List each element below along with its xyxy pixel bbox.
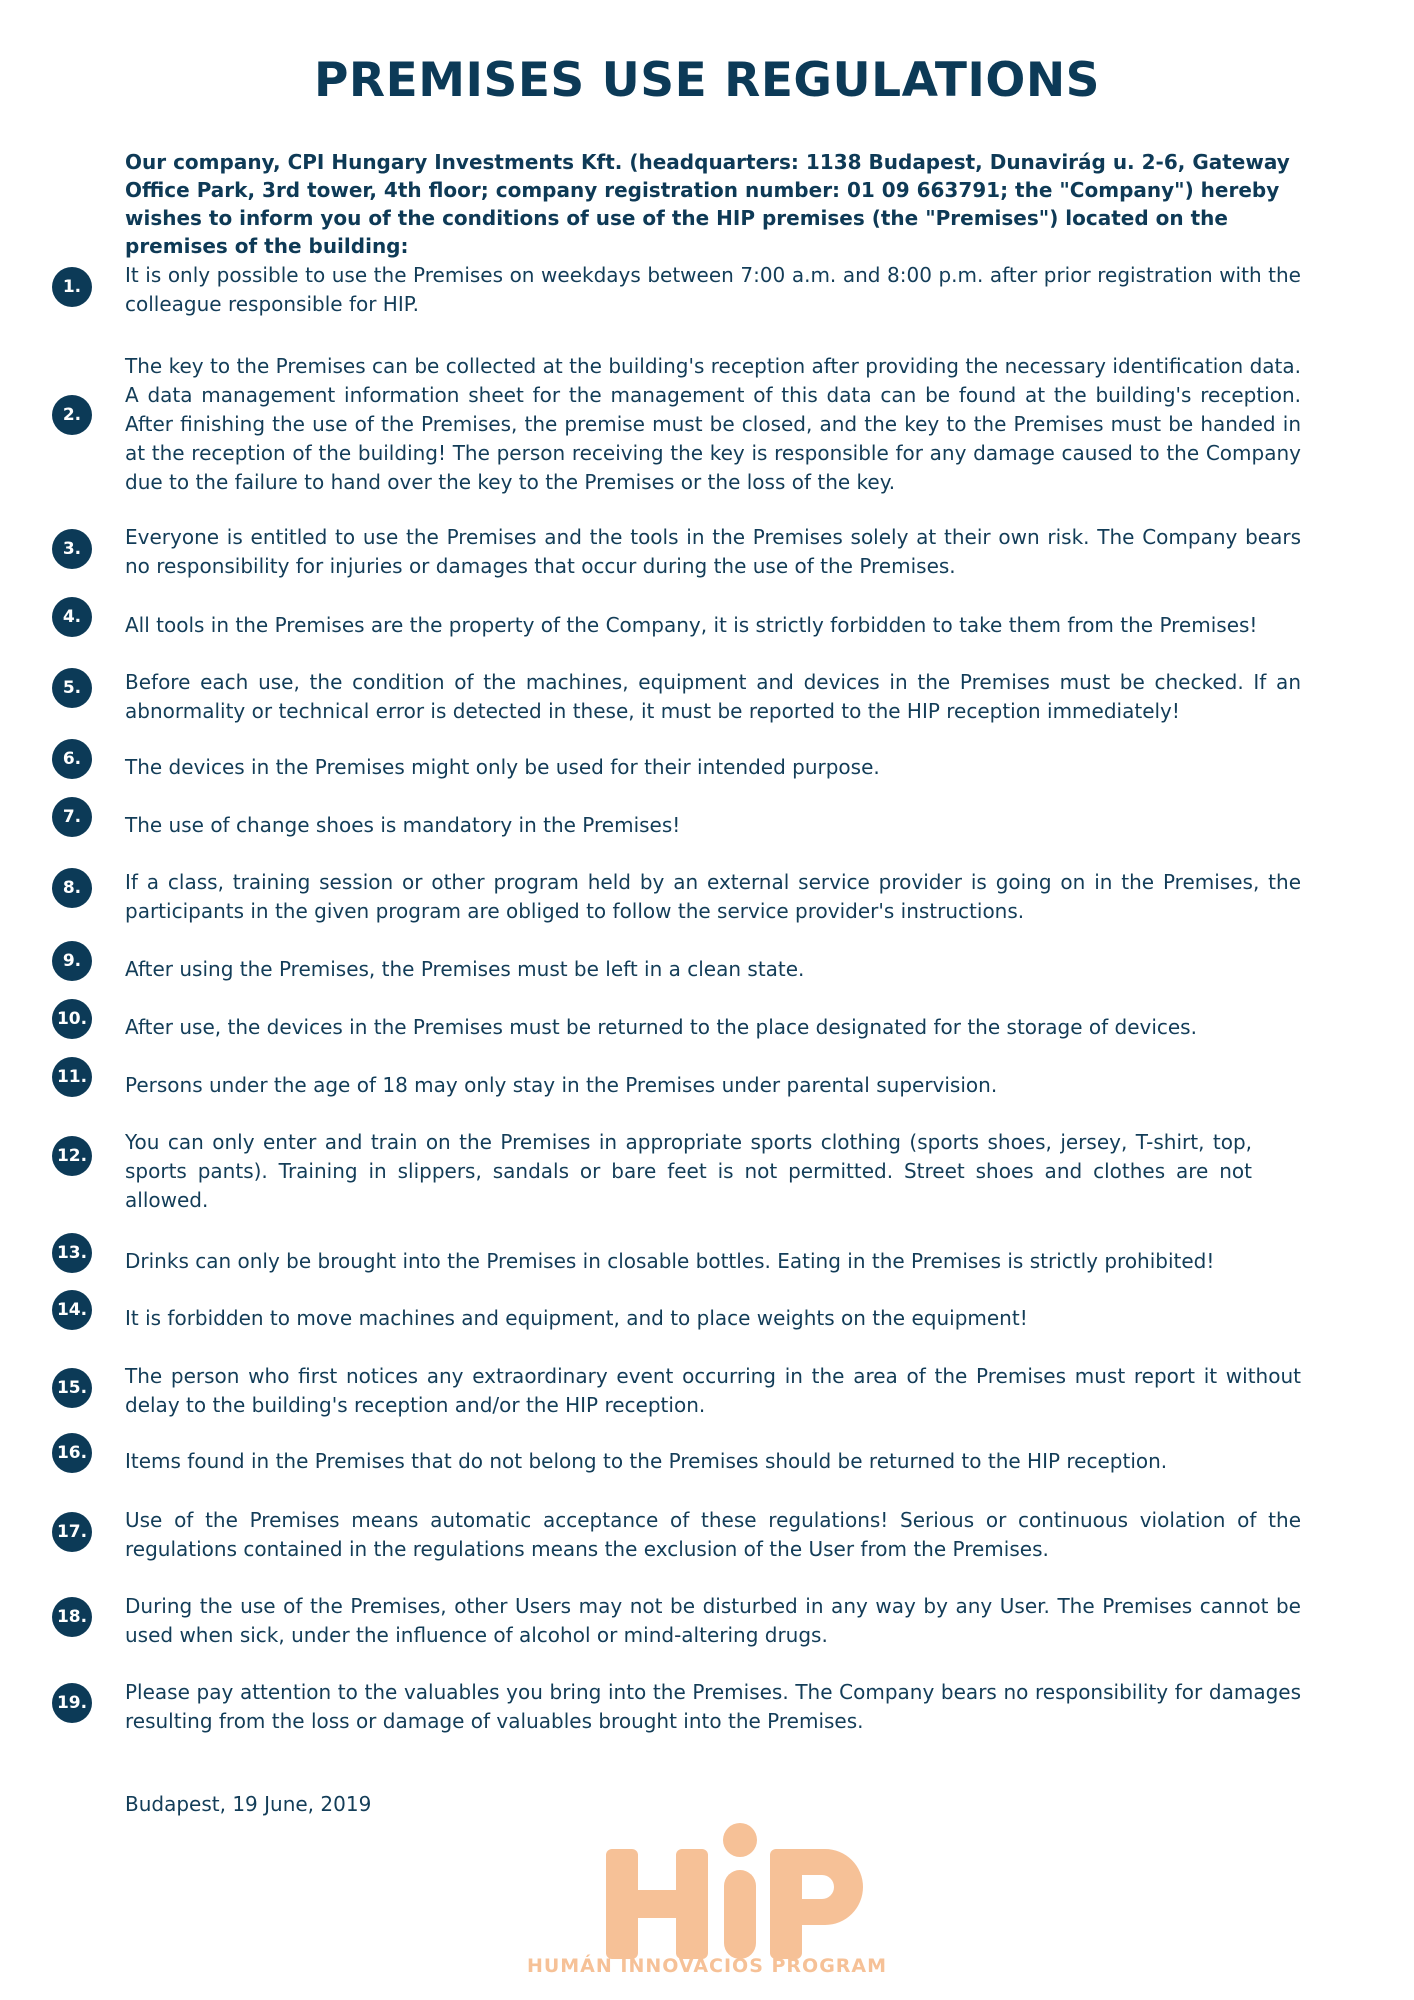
intro-paragraph: Our company, CPI Hungary Investments Kft. (headquarters: 1138 Budapest, Dunavirág u. 2-6, Gateway Office Park, 3rd tower, 4th floor; company registration number: 01 09 663791; the "Company") hereby wishes to inform you of the conditions of use of the HIP premises (the "Premises") located on the premises of the building: bbox=[125, 150, 1290, 258]
rule-number-badge: 9. bbox=[52, 941, 92, 981]
rule-number-badge: 10. bbox=[52, 999, 92, 1039]
rule-number-badge: 1. bbox=[52, 267, 92, 307]
page-title: PREMISES USE REGULATIONS bbox=[313, 53, 1101, 108]
rule-number-badge: 4. bbox=[52, 597, 92, 637]
rule-text: Everyone is entitled to use the Premises and the tools in the Premises solely at their own risk. The Company bears no responsibility for injuries or damages that occur during the use of the Premises. bbox=[125, 525, 1301, 578]
logo-tagline: HUMÁN INNOVÁCIÓS PROGRAM bbox=[526, 1955, 888, 1977]
rule-number-badge: 12. bbox=[52, 1136, 92, 1176]
rule-text: All tools in the Premises are the property of the Company, it is strictly forbidden to take them from the Premises! bbox=[125, 613, 1258, 637]
rule-text: The key to the Premises can be collected at the building's reception after providing the necessary identification data. A data management information sheet for the management of this data can be found at the building's reception. After finishing the use of the Premises, the premise must be closed, and the key to the Premises must be handed in at the reception of the building! The person receiving the key is responsible for any damage caused to the Company due to the failure to hand over the key to the Premises or the loss of the key. bbox=[125, 354, 1301, 494]
rule-text: Items found in the Premises that do not belong to the Premises should be returned to the HIP reception. bbox=[125, 1449, 1168, 1473]
rule-number-badge: 19. bbox=[52, 1683, 92, 1723]
rule-text: The devices in the Premises might only be used for their intended purpose. bbox=[125, 755, 880, 779]
rule-number-badge: 14. bbox=[52, 1290, 92, 1330]
rule-number-badge: 18. bbox=[52, 1597, 92, 1637]
rule-number-badge: 15. bbox=[52, 1368, 92, 1408]
rule-text: It is forbidden to move machines and equipment, and to place weights on the equipment! bbox=[125, 1306, 1028, 1330]
rule-text: You can only enter and train on the Premises in appropriate sports clothing (sports shoes, jersey, T-shirt, top, sports pants). Training in slippers, sandals or bare feet is not permitted. Street shoes and clothes are not allowed. bbox=[125, 1130, 1252, 1212]
rule-text: Persons under the age of 18 may only stay in the Premises under parental supervision. bbox=[125, 1073, 998, 1097]
rule-number-badge: 2. bbox=[52, 395, 92, 435]
rule-text: Use of the Premises means automatic acceptance of these regulations! Serious or continuous violation of the regulations contained in the regulations means the exclusion of the User from the Premises. bbox=[125, 1508, 1301, 1561]
rule-number-badge: 17. bbox=[52, 1512, 92, 1552]
rule-text: Before each use, the condition of the machines, equipment and devices in the Premises must be checked. If an abnormality or technical error is detected in these, it must be reported to the HIP reception immediately! bbox=[125, 670, 1301, 723]
rule-text: If a class, training session or other program held by an external service provider is going on in the Premises, the participants in the given program are obliged to follow the service provider's instructions. bbox=[125, 870, 1301, 923]
rule-number-badge: 6. bbox=[52, 739, 92, 779]
rule-text: After using the Premises, the Premises must be left in a clean state. bbox=[125, 957, 805, 981]
rule-number-badge: 8. bbox=[52, 868, 92, 908]
rule-text: Please pay attention to the valuables you bring into the Premises. The Company bears no responsibility for damages resulting from the loss or damage of valuables brought into the Premises. bbox=[125, 1680, 1301, 1733]
rule-text: After use, the devices in the Premises must be returned to the place designated for the storage of devices. bbox=[125, 1015, 1197, 1039]
rule-number-badge: 7. bbox=[52, 797, 92, 837]
rule-number-badge: 11. bbox=[52, 1057, 92, 1097]
rule-number-badge: 5. bbox=[52, 668, 92, 708]
signature-date: Budapest, 19 June, 2019 bbox=[125, 1792, 372, 1816]
rule-text: Drinks can only be brought into the Premises in closable bottles. Eating in the Premises is strictly prohibited! bbox=[125, 1249, 1215, 1273]
rule-text: The person who first notices any extraordinary event occurring in the area of the Premises must report it without delay to the building's reception and/or the HIP reception. bbox=[125, 1364, 1301, 1417]
rule-number-badge: 16. bbox=[52, 1433, 92, 1473]
rule-number-badge: 13. bbox=[52, 1233, 92, 1273]
rule-text: The use of change shoes is mandatory in the Premises! bbox=[125, 813, 681, 837]
rule-text: During the use of the Premises, other Users may not be disturbed in any way by any User. The Premises cannot be used when sick, under the influence of alcohol or mind-altering drugs. bbox=[125, 1594, 1301, 1647]
rule-number-badge: 3. bbox=[52, 529, 92, 569]
rule-text: It is only possible to use the Premises on weekdays between 7:00 a.m. and 8:00 p.m. after prior registration with the colleague responsible for HIP. bbox=[125, 263, 1301, 316]
